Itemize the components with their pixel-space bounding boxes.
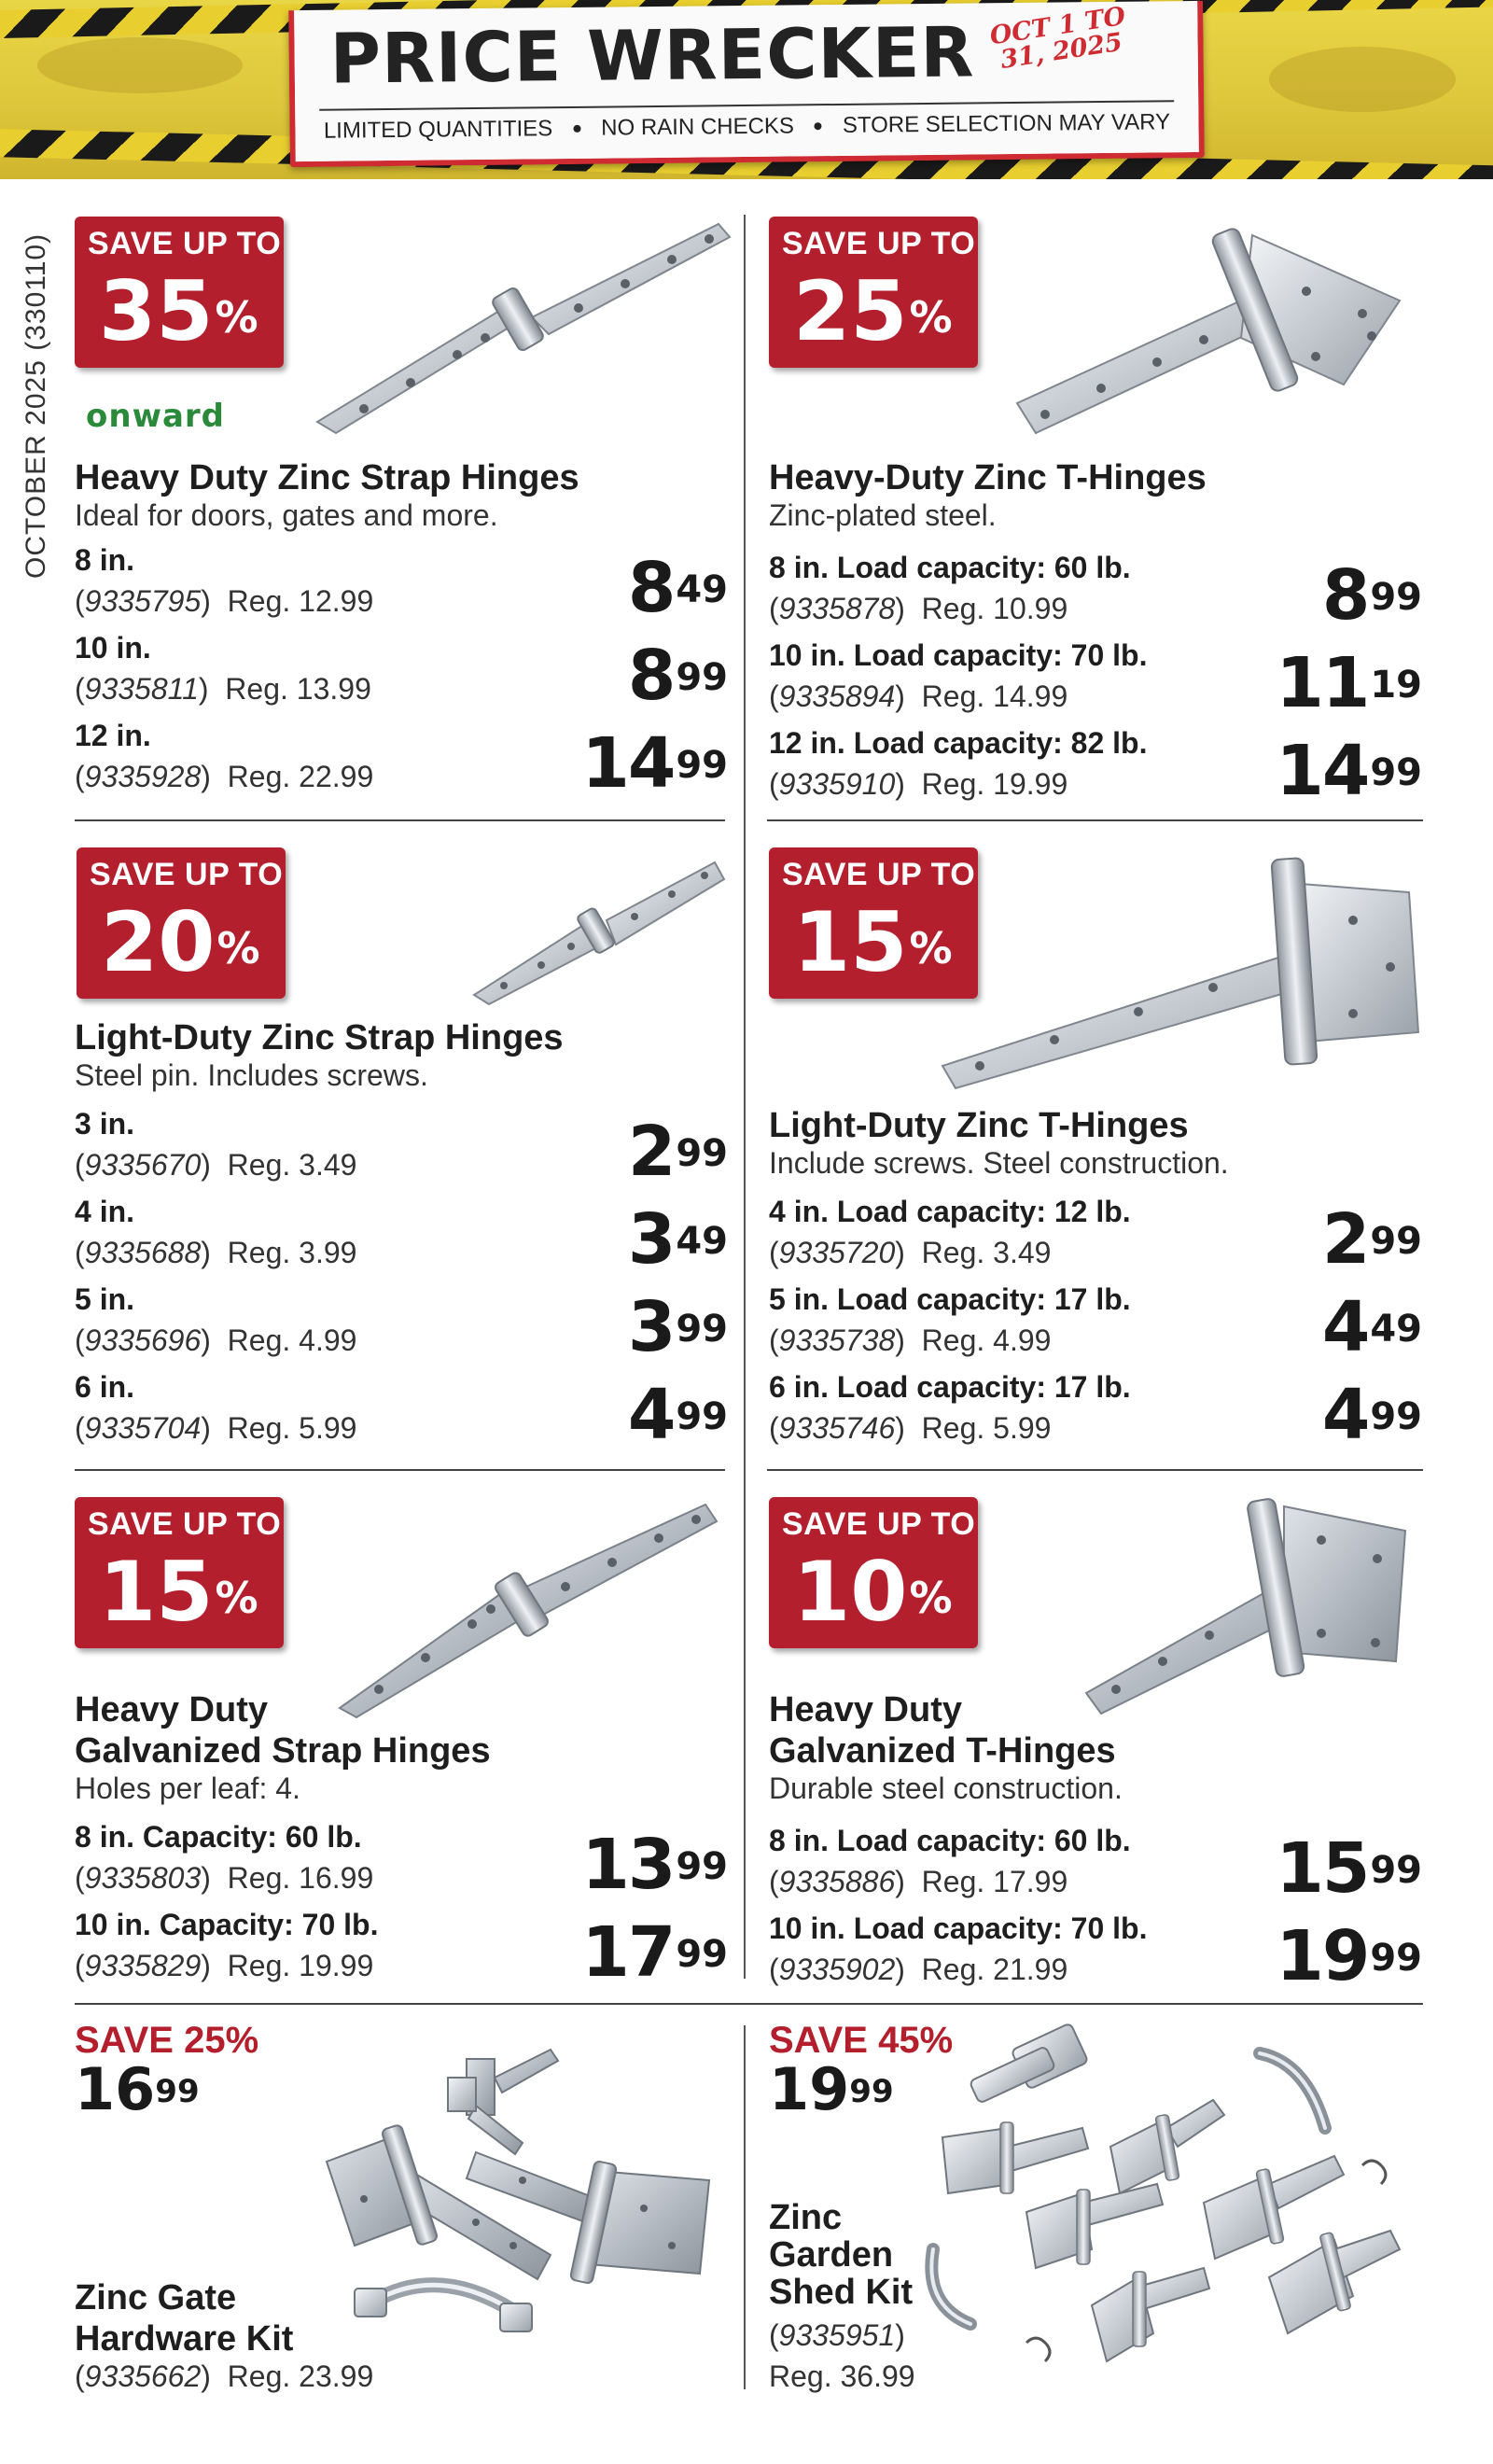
- sku-number: 9335829: [84, 1949, 202, 1982]
- sku-number: 9335670: [84, 1148, 202, 1182]
- sku-number: 9335951: [778, 2318, 896, 2352]
- sku-number: 9335928: [84, 760, 202, 793]
- sku-reg: (9335738) Reg. 4.99: [769, 1323, 1052, 1357]
- size-label: 10 in.: [75, 631, 151, 665]
- strap-hinge-image: [308, 215, 737, 439]
- product-description: Include screws. Steel construction.: [769, 1146, 1229, 1180]
- regular-price: Reg. 21.99: [921, 1953, 1068, 1986]
- kit-title: [769, 2199, 913, 2311]
- save-badge: [77, 847, 286, 999]
- light-strap-hinge-image: [467, 855, 728, 1004]
- kit-title: [75, 2277, 293, 2359]
- sale-price: $8^{99}$: [1321, 555, 1422, 636]
- section-divider: [75, 2003, 1423, 2005]
- size-label: 12 in.: [75, 719, 151, 752]
- product-description: Durable steel construction.: [769, 1771, 1123, 1805]
- sale-price: $8^{49}$: [627, 548, 728, 628]
- regular-price: Reg. 4.99: [921, 1323, 1052, 1357]
- price-row: [769, 1911, 1422, 1997]
- regular-price: Reg. 3.99: [227, 1236, 357, 1269]
- price-row: [75, 543, 728, 629]
- column-divider: [744, 215, 746, 1979]
- regular-price: Reg. 3.49: [921, 1236, 1052, 1269]
- product-title: Light-Duty Zinc Strap Hinges: [75, 1018, 564, 1057]
- regular-price: Reg. 16.99: [227, 1861, 374, 1895]
- sale-price: $11^{19}$: [1276, 643, 1422, 723]
- regular-price: Reg. 4.99: [227, 1323, 357, 1357]
- size-label: 4 in. Load capacity: 12 lb.: [769, 1195, 1131, 1228]
- tagline-limited-quantities: LIMITED QUANTITIES: [323, 116, 553, 144]
- tagline-store-selection: STORE SELECTION MAY VARY: [842, 109, 1171, 138]
- title-line: Zinc: [769, 2198, 843, 2237]
- column-divider: [744, 2025, 746, 2389]
- sku-reg: (9335746) Reg. 5.99: [769, 1411, 1052, 1445]
- sku-number: 9335795: [84, 584, 202, 618]
- bullet-icon: [573, 125, 580, 133]
- sku-number: 9335878: [778, 592, 896, 625]
- product-description: Steel pin. Includes screws.: [75, 1058, 428, 1092]
- sale-price: $8^{99}$: [627, 636, 728, 716]
- save-badge: [769, 217, 978, 368]
- product-title: [75, 1689, 491, 1771]
- regular-price: Reg. 3.49: [227, 1148, 357, 1182]
- price-row: [769, 1824, 1422, 1910]
- regular-price: Reg. 19.99: [921, 767, 1068, 801]
- galvanized-strap-hinge-image: [332, 1497, 724, 1717]
- price-row: [769, 1282, 1422, 1368]
- price-row: [769, 638, 1422, 724]
- sale-price: $4^{99}$: [1321, 1375, 1422, 1455]
- badge-label: SAVE UP TO: [88, 226, 282, 261]
- badge-label: SAVE UP TO: [782, 226, 976, 261]
- kit-save-label: SAVE 25%: [75, 2020, 259, 2061]
- tagline-no-rain-checks: NO RAIN CHECKS: [601, 113, 795, 141]
- save-badge: [769, 1497, 978, 1648]
- sku-reg: (9335886) Reg. 17.99: [769, 1865, 1068, 1898]
- section-divider: [75, 1469, 725, 1471]
- price-row: [769, 1370, 1422, 1456]
- badge-percent: 15%: [99, 1544, 258, 1640]
- light-t-hinge-image: [933, 846, 1428, 1088]
- product-title: Heavy-Duty Zinc T-Hinges: [769, 458, 1207, 497]
- regular-price: Reg. 14.99: [921, 679, 1068, 713]
- sku-number: 9335902: [778, 1953, 896, 1986]
- sku-reg: (9335894) Reg. 14.99: [769, 679, 1068, 713]
- sale-price: $13^{99}$: [581, 1825, 728, 1905]
- sku-reg: (9335688) Reg. 3.99: [75, 1236, 357, 1269]
- sku-number: 9335738: [778, 1323, 896, 1357]
- banner-title: PRICE WRECKER: [329, 12, 975, 100]
- sale-price: $2^{99}$: [1321, 1199, 1422, 1280]
- product-description: Zinc-plated steel.: [769, 498, 997, 532]
- regular-price: Reg. 17.99: [921, 1865, 1068, 1898]
- banner-dates: OCT 1 TO 31, 2025: [987, 1, 1128, 75]
- sale-price: $4^{99}$: [627, 1375, 728, 1455]
- banner-card: [288, 1, 1205, 167]
- size-label: 10 in. Load capacity: 70 lb.: [769, 638, 1148, 672]
- save-badge: [75, 1497, 284, 1648]
- product-description: Ideal for doors, gates and more.: [75, 498, 498, 532]
- kit-sku-reg: (9335662) Reg. 23.99: [75, 2359, 374, 2393]
- sale-price: $2^{99}$: [627, 1112, 728, 1192]
- sku-reg: (9335795) Reg. 12.99: [75, 584, 374, 618]
- sku-reg: (9335829) Reg. 19.99: [75, 1949, 374, 1982]
- sale-price: $19^{99}$: [1276, 1916, 1422, 1996]
- sku-number: 9335704: [84, 1411, 202, 1445]
- price-row: [75, 719, 728, 805]
- size-label: 5 in.: [75, 1282, 135, 1316]
- sku-reg: (9335811) Reg. 13.99: [75, 672, 371, 706]
- product-title: Heavy Duty Zinc Strap Hinges: [75, 458, 579, 497]
- price-row: [769, 1195, 1422, 1281]
- sku-reg: (9335704) Reg. 5.99: [75, 1411, 357, 1445]
- regular-price: Reg. 13.99: [225, 672, 371, 706]
- sku-reg: (9335878) Reg. 10.99: [769, 592, 1068, 625]
- price-row: [75, 1195, 728, 1281]
- title-line: Shed Kit: [769, 2273, 914, 2312]
- sale-price: $14^{99}$: [1276, 731, 1422, 811]
- badge-percent: 20%: [101, 894, 260, 990]
- sale-price: $3^{49}$: [627, 1199, 728, 1280]
- title-line: Galvanized T-Hinges: [769, 1731, 1116, 1771]
- sku-reg: (9335696) Reg. 4.99: [75, 1323, 357, 1357]
- sale-price: $17^{99}$: [581, 1912, 728, 1993]
- size-label: 8 in. Capacity: 60 lb.: [75, 1820, 362, 1854]
- size-label: 8 in.: [75, 543, 135, 577]
- title-line: Galvanized Strap Hinges: [75, 1731, 491, 1771]
- size-label: 3 in.: [75, 1107, 135, 1141]
- price-row: [75, 631, 728, 717]
- badge-label: SAVE UP TO: [782, 1506, 976, 1542]
- size-label: 5 in. Load capacity: 17 lb.: [769, 1282, 1131, 1316]
- price-row: [769, 551, 1422, 637]
- banner-tagline: [319, 109, 1174, 145]
- regular-price: Reg. 19.99: [227, 1949, 374, 1982]
- kit-sku: (9335951): [769, 2318, 905, 2352]
- size-label: 8 in. Load capacity: 60 lb.: [769, 551, 1131, 584]
- regular-price: Reg. 22.99: [227, 760, 374, 793]
- kit-sale-price: $19^{99}$: [769, 2055, 894, 2123]
- garden-shed-kit-image: [896, 2025, 1428, 2399]
- sku-number: 9335811: [84, 672, 199, 706]
- badge-percent: 35%: [99, 263, 258, 359]
- galvanized-t-hinge-image: [1079, 1493, 1415, 1714]
- regular-price: Reg. 12.99: [227, 584, 374, 618]
- section-divider: [767, 819, 1423, 821]
- badge-label: SAVE UP TO: [782, 857, 976, 892]
- sku-reg: (9335720) Reg. 3.49: [769, 1236, 1052, 1269]
- sku-number: 9335696: [84, 1323, 202, 1357]
- sku-reg: (9335902) Reg. 21.99: [769, 1953, 1068, 1986]
- price-row: [769, 726, 1422, 812]
- badge-percent: 15%: [793, 894, 953, 990]
- sku-number: 9335746: [778, 1411, 896, 1445]
- size-label: 10 in. Load capacity: 70 lb.: [769, 1911, 1148, 1945]
- sku-number: 9335803: [84, 1861, 202, 1895]
- price-row: [75, 1107, 728, 1193]
- price-wrecker-banner: [0, 0, 1493, 179]
- badge-label: SAVE UP TO: [88, 1506, 282, 1542]
- sku-reg: (9335910) Reg. 19.99: [769, 767, 1068, 801]
- kit-save-label: SAVE 45%: [769, 2020, 954, 2061]
- section-divider: [767, 1469, 1423, 1471]
- sale-price: $14^{99}$: [581, 723, 728, 804]
- price-row: [75, 1370, 728, 1456]
- kit-regular-price: Reg. 36.99: [769, 2359, 915, 2393]
- flyer-code-label: OCTOBER 2025 (330110): [21, 232, 51, 579]
- regular-price: Reg. 10.99: [921, 592, 1068, 625]
- sku-number: 9335662: [84, 2359, 202, 2393]
- sale-price: $3^{99}$: [627, 1287, 728, 1367]
- title-line: Heavy Duty: [75, 1690, 268, 1729]
- sku-number: 9335886: [778, 1865, 896, 1898]
- section-divider: [75, 819, 725, 821]
- product-description: Holes per leaf: 4.: [75, 1771, 300, 1805]
- price-row: [75, 1820, 728, 1906]
- sku-reg: (9335928) Reg. 22.99: [75, 760, 374, 793]
- badge-percent: 25%: [793, 263, 953, 359]
- save-badge: [75, 217, 284, 368]
- title-line: Hardware Kit: [75, 2319, 294, 2359]
- sku-number: 9335720: [778, 1236, 896, 1269]
- product-title: [769, 1689, 1116, 1771]
- regular-price: Reg. 5.99: [227, 1411, 357, 1445]
- size-label: 6 in. Load capacity: 17 lb.: [769, 1370, 1131, 1404]
- sale-price: $4^{49}$: [1321, 1287, 1422, 1367]
- title-line: Garden: [769, 2235, 894, 2275]
- regular-price: Reg. 5.99: [921, 1411, 1052, 1445]
- size-label: 12 in. Load capacity: 82 lb.: [769, 726, 1148, 760]
- regular-price: Reg. 23.99: [227, 2359, 374, 2393]
- badge-label: SAVE UP TO: [90, 857, 284, 892]
- size-label: 8 in. Load capacity: 60 lb.: [769, 1824, 1131, 1857]
- size-label: 4 in.: [75, 1195, 135, 1228]
- size-label: 6 in.: [75, 1370, 135, 1404]
- badge-percent: 10%: [793, 1544, 953, 1640]
- kit-sale-price: $16^{99}$: [75, 2055, 200, 2123]
- title-line: Heavy Duty: [769, 1690, 962, 1729]
- sku-number: 9335688: [84, 1236, 202, 1269]
- banner-divider: [319, 100, 1174, 111]
- size-label: 10 in. Capacity: 70 lb.: [75, 1908, 379, 1941]
- sku-reg: (9335803) Reg. 16.99: [75, 1861, 374, 1895]
- gate-hardware-kit-image: [317, 2031, 728, 2367]
- title-line: Zinc Gate: [75, 2278, 237, 2317]
- onward-brand-logo: onward: [86, 398, 226, 435]
- sale-price: $15^{99}$: [1276, 1828, 1422, 1909]
- price-row: [75, 1908, 728, 1994]
- sku-number: 9335894: [778, 679, 896, 713]
- t-hinge-image: [1008, 217, 1428, 441]
- sku-reg: (9335670) Reg. 3.49: [75, 1148, 357, 1182]
- sku-number: 9335910: [778, 767, 896, 801]
- price-row: [75, 1282, 728, 1368]
- product-title: Light-Duty Zinc T-Hinges: [769, 1106, 1189, 1145]
- bullet-icon: [815, 122, 822, 130]
